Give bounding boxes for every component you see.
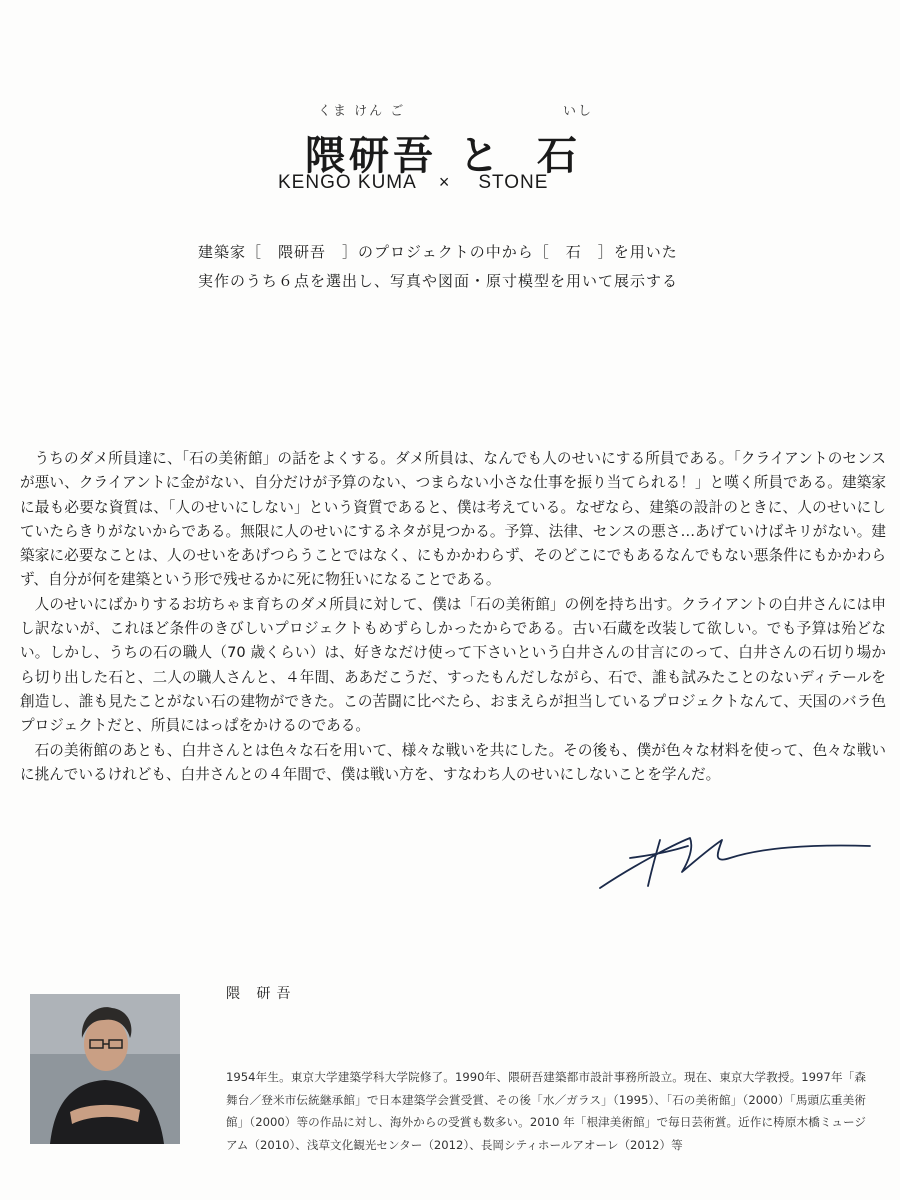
profile-bio xyxy=(226,1066,866,1156)
essay xyxy=(20,447,886,787)
portrait-photo xyxy=(30,994,180,1144)
title-kengo: 隈研吾 xyxy=(305,132,437,179)
profile-bio-text: 1954年生。東京大学建築学科大学院修了。1990年、隈研吾建築都市設計事務所設立。現在、東京大学教授。1997年「森舞台／登米市伝統継承館」で日本建築学会賞受賞、その後「水／ガラス」（1995）、「石の美術館」（2000）「馬頭広重美術館」（2000）等の作品に対し、海外からの受賞も数多い。2010 年「根津美術館」で毎日芸術賞。近作に梼原木橋ミュージアム（2010）、浅草文化観光センター（2012）、長岡シティホールアオーレ（2012）等 xyxy=(226,1070,866,1152)
title-to: と xyxy=(459,132,503,179)
subtitle-cross: × xyxy=(438,172,451,192)
ruby-kengo: くま けん ご xyxy=(318,104,406,119)
exhibition-description xyxy=(198,238,738,296)
english-subtitle xyxy=(278,172,548,194)
description-line-2: 実作のうち６点を選出し、写真や図面・原寸模型を用いて展示する xyxy=(198,272,679,290)
ruby-ishi: いし xyxy=(563,104,594,119)
essay-paragraph-3: 石の美術館のあとも、白井さんとは色々な石を用いて、様々な戦いを共にした。その後も、僕が色々な材料を使って、色々な戦いに挑んでいるけれども、白井さんとの４年間で、僕は戦い方を、すなわち人のせいにしないことを学んだ。 xyxy=(20,741,886,783)
subtitle-stone: STONE xyxy=(478,172,549,193)
profile-name: 隈 研吾 xyxy=(226,986,297,1002)
essay-paragraph-2: 人のせいにばかりするお坊ちゃま育ちのダメ所員に対して、僕は「石の美術館」の例を持ち出す。クライアントの白井さんには申し訳ないが、これほど条件のきびしいプロジェクトもめずらしかったからである。古い石蔵を改装して欲しい。でも予算は殆どない。しかし、うちの石の職人（70 歳くらい）は、好きなだけ使って下さいという白井さんの甘言にのって、白井さんの石切り場から切り出した石と、二人の職人さんと、４年間、ああだこうだ、すったもんだしながら、石で、誰も試みたことのないディテールを創造し、誰も見たことがない石の建物ができた。この苦闘に比べたら、おまえらが担当しているプロジェクトなんて、天国のバラ色プロジェクトだと、所員にはっぱをかけるのである。 xyxy=(20,595,886,735)
signature xyxy=(590,828,880,898)
title-ishi: 石 xyxy=(537,132,581,179)
description-line-1: 建築家［ 隈研吾 ］のプロジェクトの中から［ 石 ］を用いた xyxy=(198,243,678,261)
subtitle-kengo-kuma: KENGO KUMA xyxy=(278,172,417,193)
essay-paragraph-1: うちのダメ所員達に、「石の美術館」の話をよくする。ダメ所員は、なんでも人のせいにする所員である。「クライアントのセンスが悪い、クライアントに金がない、自分だけが予算のない、つまらない小さな仕事を振り当てられる！」と嘆く所員である。建築家に最も必要な資質は、「人のせいにしない」という資質であると、僕は考えている。なぜなら、建築の設計のときに、人のせいにしていたらきりがないからである。無限に人のせいにするネタが見つかる。予算、法律、センスの悪さ…あげていけばキリがない。建築家に必要なことは、人のせいをあげつらうことではなく、にもかかわらず、そのどこにでもあるなんでもない悪条件にもかかわらず、自分が何を建築という形で残せるかに死に物狂いになることである。 xyxy=(20,450,886,589)
